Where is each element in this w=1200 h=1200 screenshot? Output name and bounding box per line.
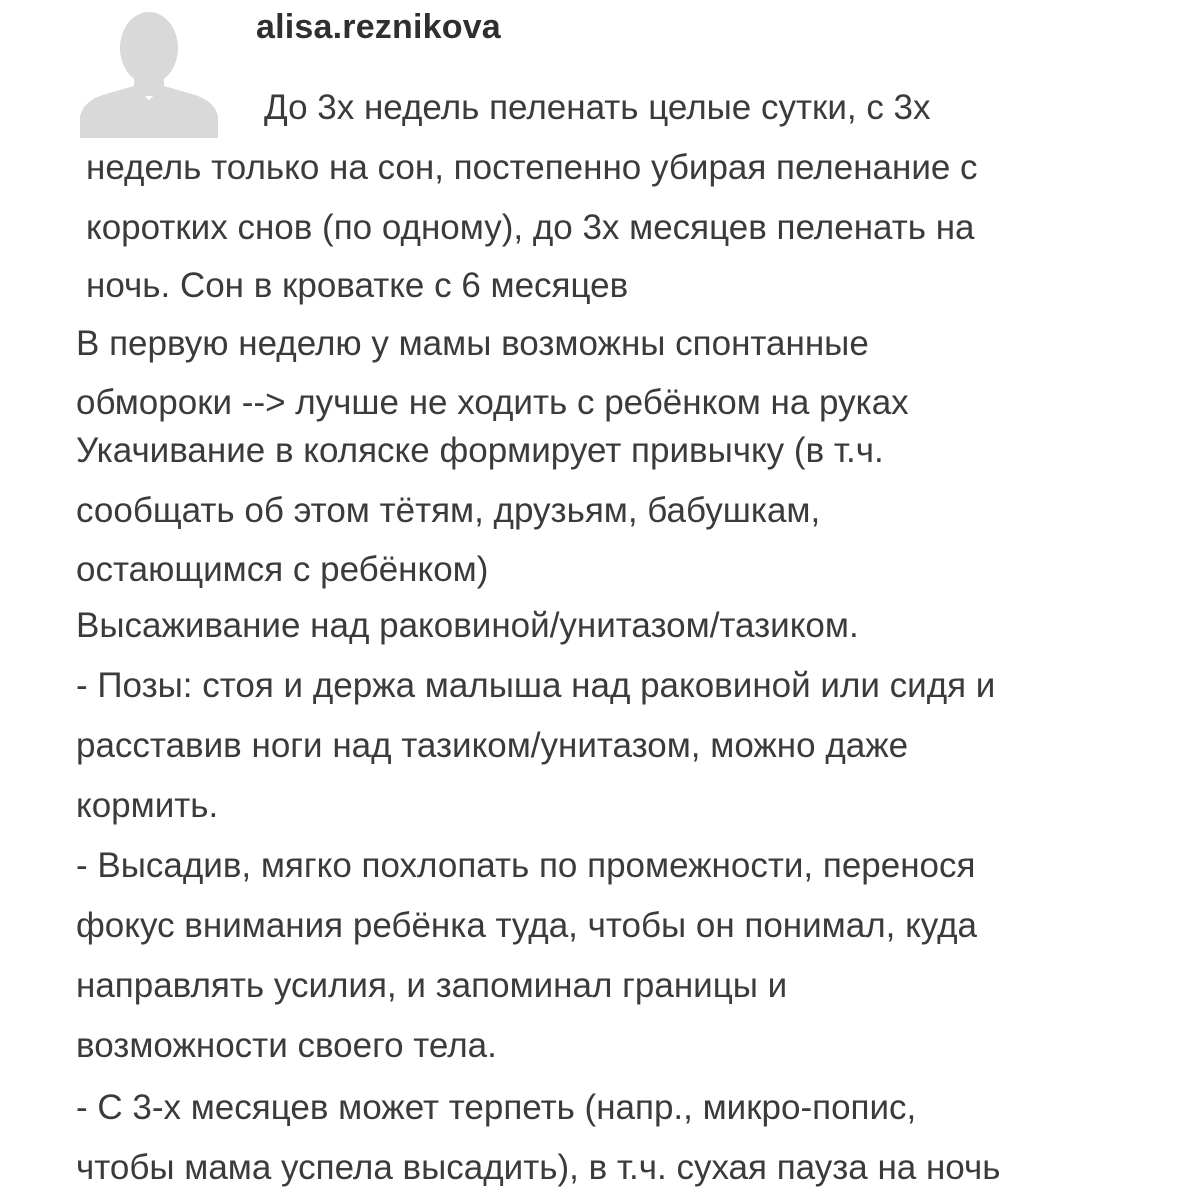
comment-text-line: направлять усилия, и запоминал границы и <box>76 966 788 1005</box>
comment-text-line: - Высадив, мягко похлопать по промежности, перенося <box>76 846 976 885</box>
comment-text-line: коротких снов (по одному), до 3х месяцев пеленать на <box>86 208 975 247</box>
comment-text-line: сообщать об этом тётям, друзьям, бабушкам, <box>76 491 821 530</box>
comment-text-line: Высаживание над раковиной/унитазом/тазиком. <box>76 606 859 645</box>
comment-text-line: - С 3-х месяцев может терпеть (напр., микро-попис, <box>76 1088 917 1127</box>
comment-text-line: расставив ноги над тазиком/унитазом, можно даже <box>76 726 909 765</box>
comment-text-line: До 3х недель пеленать целые сутки, с 3х <box>264 88 931 127</box>
comment-text-line: кормить. <box>76 786 219 825</box>
comment-text-line: В первую неделю у мамы возможны спонтанные <box>76 324 869 363</box>
comment-text-line: возможности своего тела. <box>76 1026 497 1065</box>
comment-text-line: фокус внимания ребёнка туда, чтобы он понимал, куда <box>76 906 978 945</box>
comment-text-line: ночь. Сон в кроватке с 6 месяцев <box>86 266 629 305</box>
avatar[interactable] <box>80 8 218 138</box>
comment-text-line: недель только на сон, постепенно убирая пеленание с <box>86 148 978 187</box>
comment-text-line: чтобы мама успела высадить), в т.ч. сухая пауза на ночь <box>76 1148 1001 1187</box>
comment-text-line: Укачивание в коляске формирует привычку (в т.ч. <box>76 431 884 470</box>
comment-text-line: - Позы: стоя и держа малыша над раковиной или сидя и <box>76 666 996 705</box>
comment-text-line: обмороки --> лучше не ходить с ребёнком на руках <box>76 383 909 422</box>
comment-text-line: остающимся с ребёнком) <box>76 550 489 589</box>
default-user-silhouette-icon <box>80 8 218 138</box>
username[interactable]: alisa.reznikova <box>256 8 501 46</box>
